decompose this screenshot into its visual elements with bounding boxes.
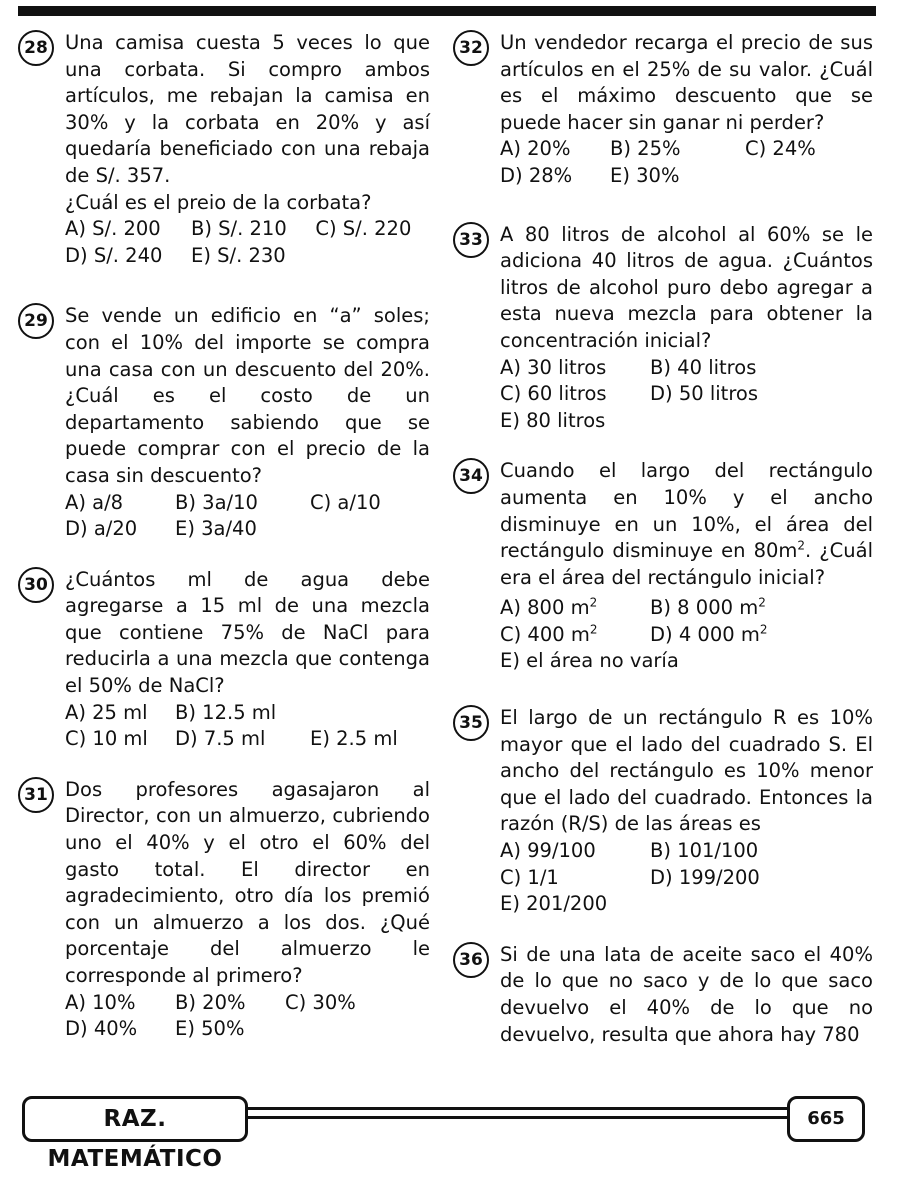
problem-text: Se vende un edificio en “a” soles; con el 10% del importe se compra una casa con un descuento del 20%. ¿Cuál es el costo de un departamento sabiendo que se puede comprar con el precio de la casa sin descuento? bbox=[65, 304, 430, 487]
problem-text: Si de una lata de aceite saco el 40% de lo que no saco y de lo que saco devuelvo el 40% de lo que no devuelvo, resulta que ahora hay 780 bbox=[500, 942, 873, 1046]
option-b: B) 40 litros bbox=[650, 355, 757, 379]
problem-number: 30 bbox=[18, 567, 54, 603]
options bbox=[65, 216, 430, 269]
option-c: C) 60 litros bbox=[500, 382, 607, 406]
footer-rule bbox=[248, 1107, 788, 1119]
top-rule bbox=[18, 6, 876, 16]
option-a: A) 20% bbox=[500, 137, 571, 161]
problem-text: Cuando el largo del rectángulo aumenta en 10% y el ancho disminuye en un 10%, el área del rectángulo disminuye en $80m^2$. ¿Cuál era el área del rectángulo inicial? bbox=[500, 459, 874, 589]
option-e: E) 50% bbox=[175, 1017, 245, 1041]
problem-30 bbox=[18, 567, 430, 753]
option-e: E) el área no varía bbox=[500, 649, 679, 673]
option-e: E) 80 litros bbox=[500, 408, 606, 432]
option-b: B) 25% bbox=[610, 137, 681, 161]
option-b: B) 20% bbox=[175, 990, 246, 1014]
option-b: B) 3a/10 bbox=[175, 490, 258, 514]
options bbox=[500, 136, 873, 189]
option-a: A) 800 $m^2$ bbox=[500, 595, 598, 620]
problem-number: 36 bbox=[453, 942, 489, 978]
problem-33 bbox=[453, 222, 873, 435]
problem-text: El largo de un rectángulo R es 10% mayor que el lado del cuadrado S. El ancho del rectángulo es 10% menor que el lado del cuadrado. Entonces la razón (R/S) de las áreas es bbox=[500, 706, 873, 836]
option-a: A) a/8 bbox=[65, 490, 124, 514]
problem-number: 34 bbox=[453, 458, 489, 494]
options bbox=[65, 490, 430, 543]
problem-question: ¿Cuál es el preio de la corbata? bbox=[65, 190, 372, 214]
option-a: A) 30 litros bbox=[500, 355, 607, 379]
option-c: C) a/10 bbox=[310, 490, 381, 514]
options bbox=[65, 990, 430, 1043]
problem-text: Un vendedor recarga el precio de sus artículos en el 25% de su valor. ¿Cuál es el máximo descuento que se puede hacer sin ganar ni perder? bbox=[500, 31, 873, 134]
option-d: D) 50 litros bbox=[650, 382, 758, 406]
options bbox=[65, 700, 430, 753]
problem-36 bbox=[453, 942, 873, 1048]
option-a: A) 10% bbox=[65, 990, 136, 1014]
option-d: D) 199/200 bbox=[650, 865, 760, 889]
problem-number: 32 bbox=[453, 30, 489, 66]
option-b: B) 12.5 ml bbox=[175, 700, 277, 724]
problem-text: ¿Cuántos ml de agua debe agregarse a 15 ml de una mezcla que contiene 75% de NaCl para reducirla a una mezcla que contenga el 50% de NaCl? bbox=[65, 567, 430, 698]
problem-number: 35 bbox=[453, 705, 489, 741]
section-label: RAZ. MATEMÁTICO bbox=[22, 1096, 248, 1142]
option-e: E) 30% bbox=[610, 163, 680, 187]
option-d: D) 4 000 $m^2$ bbox=[650, 622, 768, 646]
option-b: B) 8 000 $m^2$ bbox=[650, 595, 766, 620]
options bbox=[500, 355, 873, 435]
problem-29 bbox=[18, 303, 430, 542]
left-column bbox=[18, 30, 430, 1067]
problem-text: A 80 litros de alcohol al 60% se le adiciona 40 litros de agua. ¿Cuántos litros de alcohol puro debo agregar a esta nueva mezcla para obtener la concentración inicial? bbox=[500, 222, 873, 352]
problem-34 bbox=[453, 458, 873, 675]
option-c: C) 24% bbox=[745, 137, 816, 161]
option-b: B) 101/100 bbox=[650, 839, 759, 863]
problem-number: 28 bbox=[18, 30, 54, 66]
option-d: D) S/. 240 bbox=[65, 243, 163, 267]
problem-number: 33 bbox=[453, 222, 489, 258]
problem-35 bbox=[453, 705, 873, 918]
option-c: C) 30% bbox=[285, 990, 356, 1014]
problem-text: Dos profesores agasajaron al Director, con un almuerzo, cubriendo uno el 40% y el otro el 60% del gasto total. El director en agradecimiento, otro día los premió con un almuerzo a los dos. ¿Qué porcentaje del almuerzo le corresponde al primero? bbox=[65, 777, 430, 987]
option-e: E) 2.5 ml bbox=[310, 727, 398, 751]
option-e: E) S/. 230 bbox=[191, 243, 286, 267]
option-c: C) 10 ml bbox=[65, 727, 148, 751]
option-d: D) 7.5 ml bbox=[175, 727, 266, 751]
option-d: D) 28% bbox=[500, 163, 573, 187]
problem-32 bbox=[453, 30, 873, 190]
option-c: C) 1/1 bbox=[500, 865, 559, 889]
problem-number: 29 bbox=[18, 303, 54, 339]
problem-text: Una camisa cuesta 5 veces lo que una corbata. Si compro ambos artículos, me rebajan la camisa en 30% y la corbata en 20% y así quedaría beneficiado con una rebaja de S/. 357. bbox=[65, 31, 430, 187]
option-c: C) S/. 220 bbox=[315, 217, 412, 241]
option-b: B) S/. 210 bbox=[191, 217, 287, 241]
option-c: C) 400 $m^2$ bbox=[500, 622, 598, 646]
options bbox=[500, 595, 873, 648]
page-number: 665 bbox=[787, 1096, 865, 1142]
option-a: A) 99/100 bbox=[500, 839, 596, 863]
option-a: A) 25 ml bbox=[65, 700, 148, 724]
problem-28 bbox=[18, 30, 430, 269]
option-d: D) 40% bbox=[65, 1017, 138, 1041]
option-d: D) a/20 bbox=[65, 517, 138, 541]
option-e: E) 201/200 bbox=[500, 892, 608, 916]
right-column bbox=[453, 30, 873, 1072]
option-a: A) S/. 200 bbox=[65, 217, 161, 241]
problem-31 bbox=[18, 777, 430, 1043]
problem-number: 31 bbox=[18, 777, 54, 813]
options bbox=[500, 838, 873, 918]
option-e: E) 3a/40 bbox=[175, 517, 257, 541]
